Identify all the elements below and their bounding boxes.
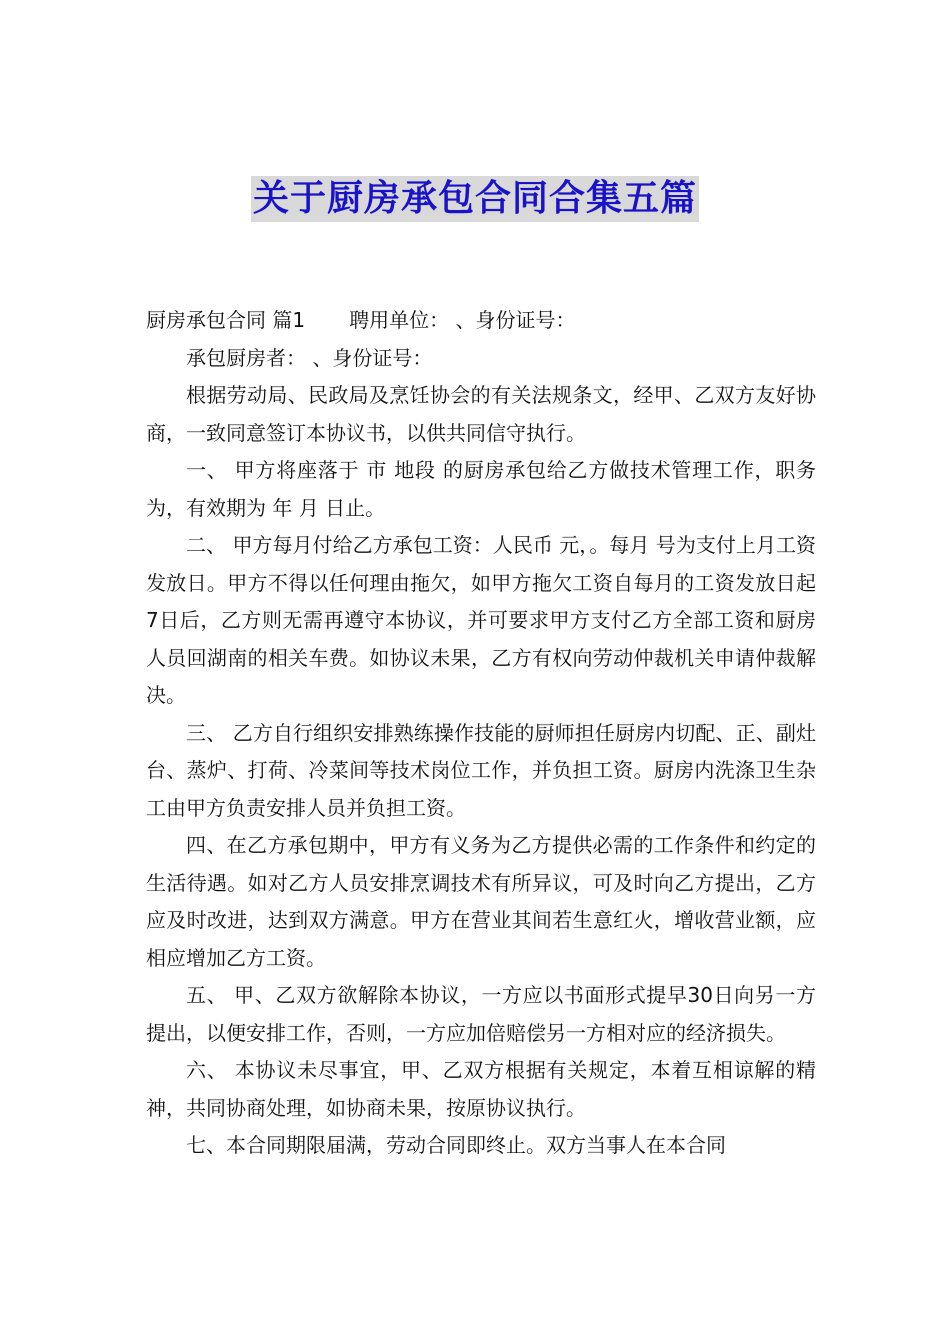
document-body (146, 302, 816, 1165)
first-line-paragraph (146, 302, 816, 340)
paragraph-clause-7: 七、本合同期限届满，劳动合同即终止。双方当事人在本合同 (186, 1133, 726, 1157)
paragraph-clause-4: 四、在乙方承包期中，甲方有义务为乙方提供必需的工作条件和约定的生活待遇。如对乙方人员安排烹调技术有所异议，可及时向乙方提出，乙方应及时改进，达到双方满意。甲方在营业其间若生意红火，增收营业额，应相应增加乙方工资。 (146, 833, 816, 970)
employer-line: 聘用单位： 、身份证号： (349, 308, 576, 332)
paragraph-clause-3: 三、 乙方自行组织安排熟练操作技能的厨师担任厨房内切配、正、副灶台、蒸炉、打荷、冷菜间等技术岗位工作，并负担工资。厨房内洗涤卫生杂工由甲方负责安排人员并负担工资。 (146, 720, 816, 820)
paragraph-contractor: 承包厨房者： 、身份证号： (186, 345, 433, 370)
paragraph-clause-2: 二、 甲方每月付给乙方承包工资：人民币 元，。每月 号为支付上月工资发放日。甲方不得以任何理由拖欠，如甲方拖欠工资自每月的工资发放日起7日后，乙方则无需再遵守本协议，并可要求甲方支付乙方全部工资和厨房人员回湖南的相关车费。如协议未果，乙方有权向劳动仲裁机关申请仲裁解决。 (146, 533, 816, 707)
contract-heading: 厨房承包合同 篇1 (146, 308, 306, 332)
paragraph-preamble: 根据劳动局、民政局及烹饪协会的有关法规条文，经甲、乙双方友好协商，一致同意签订本协议书，以供共同信守执行。 (146, 383, 816, 445)
paragraph-clause-5: 五、 甲、乙双方欲解除本协议，一方应以书面形式提早30日向另一方提出，以便安排工作，否则，一方应加倍赔偿另一方相对应的经济损失。 (146, 983, 816, 1045)
title-container (0, 176, 950, 222)
paragraph-clause-1: 一、 甲方将座落于 市 地段 的厨房承包给乙方做技术管理工作，职务为，有效期为 年 月 日止。 (146, 458, 816, 520)
paragraph-clause-6: 六、 本协议未尽事宜，甲、乙双方根据有关规定，本着互相谅解的精神，共同协商处理，如协商未果，按原协议执行。 (146, 1058, 816, 1120)
document-title: 关于厨房承包合同合集五篇 (251, 176, 699, 222)
